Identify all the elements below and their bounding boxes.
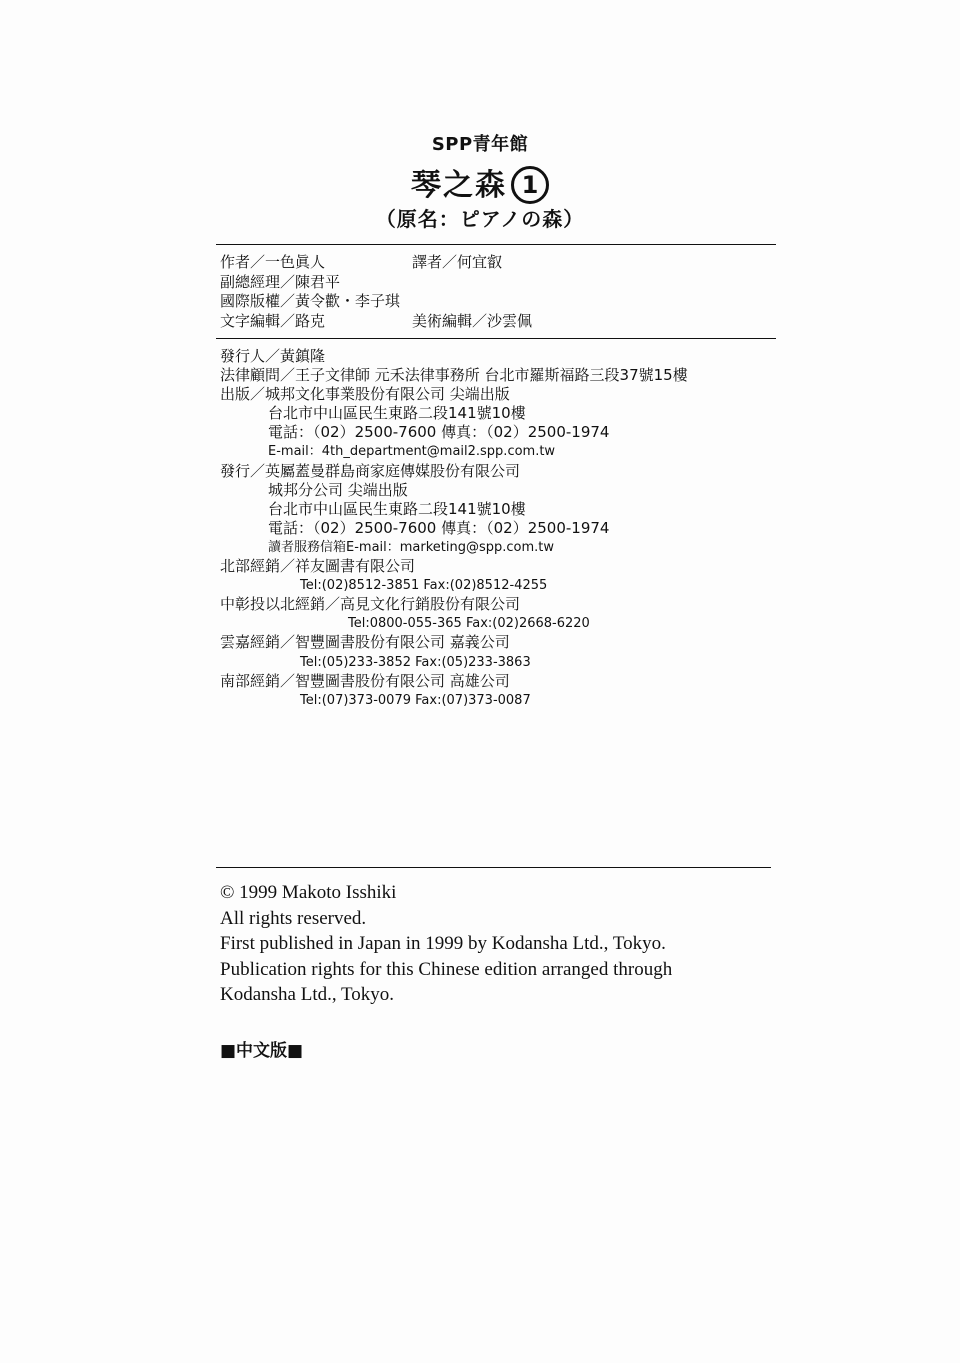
art-editor-credit: 美術編輯／沙雲佩	[412, 311, 533, 330]
yunjia-contact: Tel:(05)233-3852 Fax:(05)233-3863	[300, 654, 531, 670]
staff-row	[220, 312, 775, 332]
kodansha-line: Kodansha Ltd., Tokyo.	[220, 984, 395, 1006]
distribute-email: 讀者服務信箱E-mail：marketing@spp.com.tw	[268, 539, 555, 555]
staff-credits	[220, 253, 775, 331]
distribute-phone: 電話：（02）2500-7600 傳真：（02）2500-1974	[268, 518, 610, 537]
first-published-line: First published in Japan in 1999 by Kodansha Ltd., Tokyo.	[220, 933, 666, 955]
publisher-info	[220, 347, 775, 710]
edition-label: ■中文版■	[220, 1041, 304, 1061]
distribute-branch: 城邦分公司 尖端出版	[268, 480, 408, 499]
north-distributor: 北部經銷／祥友圖書有限公司	[220, 557, 416, 576]
original-title: （原名：ピアノの森）	[375, 207, 585, 231]
divider-top	[216, 244, 776, 245]
rights-credit: 國際版權／黃令歡・李子琪	[220, 292, 401, 310]
divider-bottom	[216, 867, 771, 868]
publish-email: E-mail：4th_department@mail2.spp.com.tw	[268, 444, 556, 460]
vice-gm-credit: 副總經理／陳君平	[220, 272, 341, 291]
distribute-line: 發行／英屬蓋曼群島商家庭傳媒股份有限公司	[220, 461, 521, 480]
series-name: SPP青年館	[431, 134, 529, 155]
text-editor-credit: 文字編輯／路克	[220, 311, 326, 330]
book-title	[0, 160, 960, 204]
staff-row	[220, 253, 775, 273]
copyright-line: © 1999 Makoto Isshiki	[220, 882, 397, 903]
south-contact: Tel:(07)373-0079 Fax:(07)373-0087	[300, 692, 531, 708]
rights-line: All rights reserved.	[220, 907, 367, 929]
staff-row	[220, 292, 775, 312]
publish-line: 出版／城邦文化事業股份有限公司 尖端出版	[220, 385, 510, 404]
south-distributor: 南部經銷／智豐圖書股份有限公司 高雄公司	[220, 671, 510, 690]
central-contact: Tel:0800-055-365 Fax:(02)2668-6220	[348, 616, 590, 632]
copyright-notice	[220, 880, 820, 1008]
staff-row	[220, 273, 775, 293]
yunjia-distributor: 雲嘉經銷／智豐圖書股份有限公司 嘉義公司	[220, 633, 510, 652]
author-credit: 作者／一色眞人	[220, 253, 326, 271]
distribute-address: 台北市中山區民生東路二段141號10樓	[268, 499, 526, 518]
title-text: 琴之森	[411, 168, 507, 203]
legal-line: 法律顧問／王子文律師 元禾法律事務所 台北市羅斯福路三段37號15樓	[220, 366, 688, 385]
translator-credit: 譯者／何宜叡	[412, 253, 503, 271]
volume-number: 1	[511, 166, 549, 204]
publication-rights-line: Publication rights for this Chinese edition arranged through	[220, 958, 673, 980]
issuer-line: 發行人／黃鎮隆	[220, 347, 326, 365]
publish-phone: 電話：（02）2500-7600 傳真：（02）2500-1974	[268, 423, 610, 442]
publish-address: 台北市中山區民生東路二段141號10樓	[268, 404, 526, 423]
divider-middle	[216, 338, 776, 339]
central-distributor: 中彰投以北經銷／高見文化行銷股份有限公司	[220, 595, 521, 614]
north-contact: Tel:(02)8512-3851 Fax:(02)8512-4255	[300, 578, 548, 594]
